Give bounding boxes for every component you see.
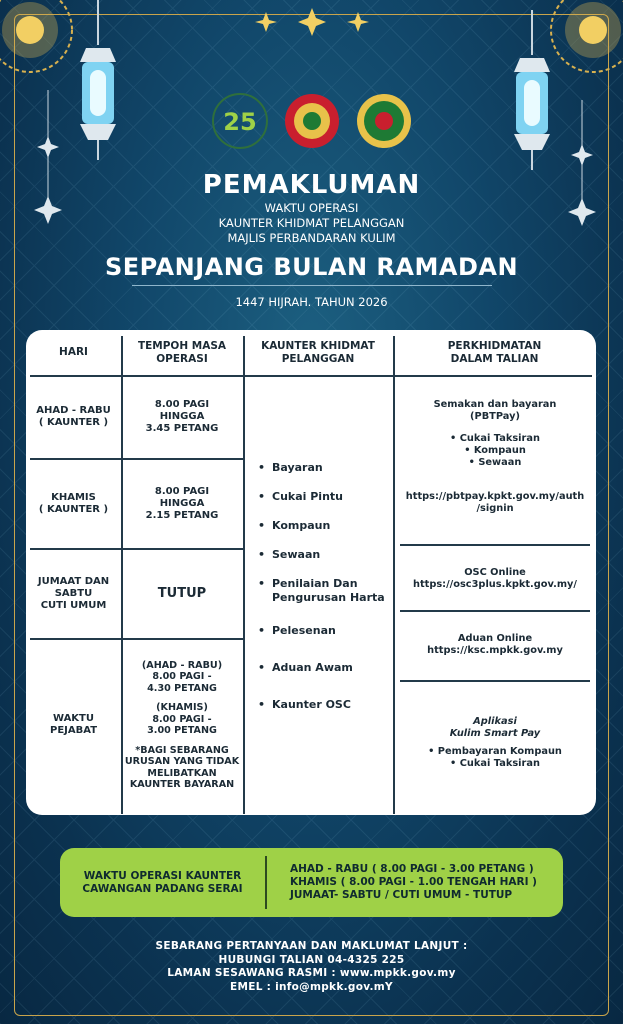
subtitle-line-1: WAKTU OPERASI — [264, 201, 359, 215]
service-item: • Penilaian Dan Pengurusan Harta — [258, 577, 385, 604]
time-end: 3.45 PETANG — [145, 423, 219, 434]
heading-block — [0, 170, 623, 309]
kedah-state-crest — [283, 92, 341, 150]
day-sublabel: ( KAUNTER ) — [38, 417, 109, 428]
online-item: • Kompaun — [464, 445, 526, 456]
row-day-jumaat — [26, 550, 121, 638]
subtitle-line-3: MAJLIS PERBANDARAN KULIM — [227, 231, 396, 245]
schedule-table — [26, 330, 596, 815]
online-app — [394, 716, 596, 770]
time-start: 8.00 PAGI — [154, 399, 210, 410]
day-label: AHAD - RABU — [36, 405, 111, 416]
star-icon-top — [252, 6, 372, 40]
header-kaunter: KAUNTER KHIDMAT PELANGGAN — [261, 339, 375, 365]
service-item: • Cukai Pintu — [258, 490, 343, 503]
time-line: (KHAMIS) — [156, 702, 208, 713]
footer-phone: HUBUNGI TALIAN 04-4325 225 — [218, 953, 405, 966]
logo-25-text: 25 — [222, 108, 257, 136]
row-time-ahad-rabu — [121, 376, 243, 458]
mpkk-council-crest — [355, 92, 413, 150]
anniversary-25-logo — [211, 92, 269, 150]
row-time-khamis — [121, 460, 243, 548]
header-hari: HARI — [59, 346, 88, 358]
note-line: MELIBATKAN — [147, 767, 217, 779]
time-start: 8.00 PAGI — [154, 486, 210, 497]
subtitle-line-2: KAUNTER KHIDMAT PELANGGAN — [218, 216, 405, 230]
branch-label-line: CAWANGAN PADANG SERAI — [82, 882, 243, 895]
page-title: PEMAKLUMAN — [202, 170, 421, 200]
time-connector: HINGGA — [159, 498, 205, 509]
time-line: 8.00 PAGI - — [152, 671, 212, 682]
branch-divider — [265, 856, 267, 909]
online-divider-3 — [400, 680, 590, 682]
day-label: WAKTU — [52, 713, 94, 724]
branch-time-line: AHAD - RABU ( 8.00 PAGI - 3.00 PETANG ) — [290, 863, 534, 875]
online-divider-1 — [400, 544, 590, 546]
service-item: • Sewaan — [258, 548, 321, 561]
online-subtitle: (PBTPay) — [470, 411, 520, 422]
online-item: • Cukai Taksiran — [450, 433, 540, 444]
time-connector: HINGGA — [159, 411, 205, 422]
day-sublabel: ( KAUNTER ) — [38, 504, 109, 515]
note-line: KAUNTER BAYARAN — [129, 779, 235, 790]
online-divider-2 — [400, 610, 590, 612]
closed-label: TUTUP — [157, 586, 207, 601]
main-heading: SEPANJANG BULAN RAMADAN — [104, 253, 519, 281]
service-item: • Bayaran — [258, 461, 323, 474]
row-time-jumaat — [121, 550, 243, 638]
service-item: • Kaunter OSC — [258, 698, 351, 711]
online-item: • Sewaan — [468, 457, 522, 468]
note-line: *BAGI SEBARANG — [135, 744, 229, 756]
header-tempoh: TEMPOH MASA OPERASI — [137, 339, 227, 365]
year-label: 1447 HIJRAH. TAHUN 2026 — [235, 295, 388, 309]
online-title: Aplikasi — [473, 716, 517, 727]
service-item: • Kompaun — [258, 519, 331, 532]
pbtpay-link[interactable]: https://pbtpay.kpkt.gov.my/auth — [405, 491, 585, 502]
day-label: JUMAAT DAN — [37, 576, 110, 587]
time-line: 8.00 PAGI - — [152, 713, 212, 725]
row-day-ahad-rabu — [26, 376, 121, 458]
time-end: 2.15 PETANG — [145, 510, 219, 521]
online-pbtpay — [394, 399, 596, 515]
online-osc — [394, 567, 596, 591]
service-item: • Pelesenan — [258, 624, 336, 637]
online-item: • Cukai Taksiran — [450, 758, 540, 769]
app-name: Kulim Smart Pay — [449, 728, 541, 739]
time-line: 4.30 PETANG — [147, 682, 217, 694]
service-item: • Aduan Awam — [258, 661, 353, 674]
row-day-khamis — [26, 460, 121, 548]
day-label: KHAMIS — [51, 492, 96, 503]
pbtpay-link-cont[interactable]: /signin — [476, 503, 514, 514]
day-sublabel: SABTU — [54, 588, 93, 599]
contact-footer — [0, 940, 623, 994]
col-divider-2 — [243, 336, 245, 814]
header-online: PERKHIDMATAN DALAM TALIAN — [447, 339, 542, 365]
aduan-link[interactable]: https://ksc.mpkk.gov.my — [427, 645, 563, 656]
heading-divider — [132, 285, 492, 286]
branch-label — [60, 848, 265, 917]
footer-email[interactable]: EMEL : info@mpkk.gov.mY — [230, 980, 393, 993]
time-line: 3.00 PETANG — [147, 725, 217, 736]
online-item: • Pembayaran Kompaun — [428, 746, 562, 757]
branch-hours-box — [60, 848, 563, 917]
branch-times — [290, 863, 537, 902]
footer-line: SEBARANG PERTANYAAN DAN MAKLUMAT LANJUT : — [155, 940, 468, 952]
branch-time-line: JUMAAT- SABTU / CUTI UMUM - TUTUP — [290, 889, 513, 901]
row-time-pejabat — [121, 640, 243, 810]
online-title: Semakan dan bayaran — [433, 399, 557, 410]
osc-link[interactable]: https://osc3plus.kpkt.gov.my/ — [412, 579, 578, 590]
branch-label-line: WAKTU OPERASI KAUNTER — [83, 869, 242, 882]
row-day-pejabat — [26, 640, 121, 810]
online-title: Aduan Online — [457, 633, 533, 644]
branch-time-line: KHAMIS ( 8.00 PAGI - 1.00 TENGAH HARI ) — [290, 876, 537, 888]
online-title: OSC Online — [464, 567, 526, 578]
footer-website[interactable]: LAMAN SESAWANG RASMI : www.mpkk.gov.my — [167, 967, 456, 979]
day-sublabel-2: CUTI UMUM — [40, 600, 107, 611]
online-aduan — [394, 633, 596, 657]
logo-row — [0, 92, 623, 150]
day-sublabel: PEJABAT — [49, 725, 98, 736]
time-line: (AHAD - RABU) — [141, 659, 223, 671]
note-line: URUSAN YANG TIDAK — [124, 756, 240, 767]
